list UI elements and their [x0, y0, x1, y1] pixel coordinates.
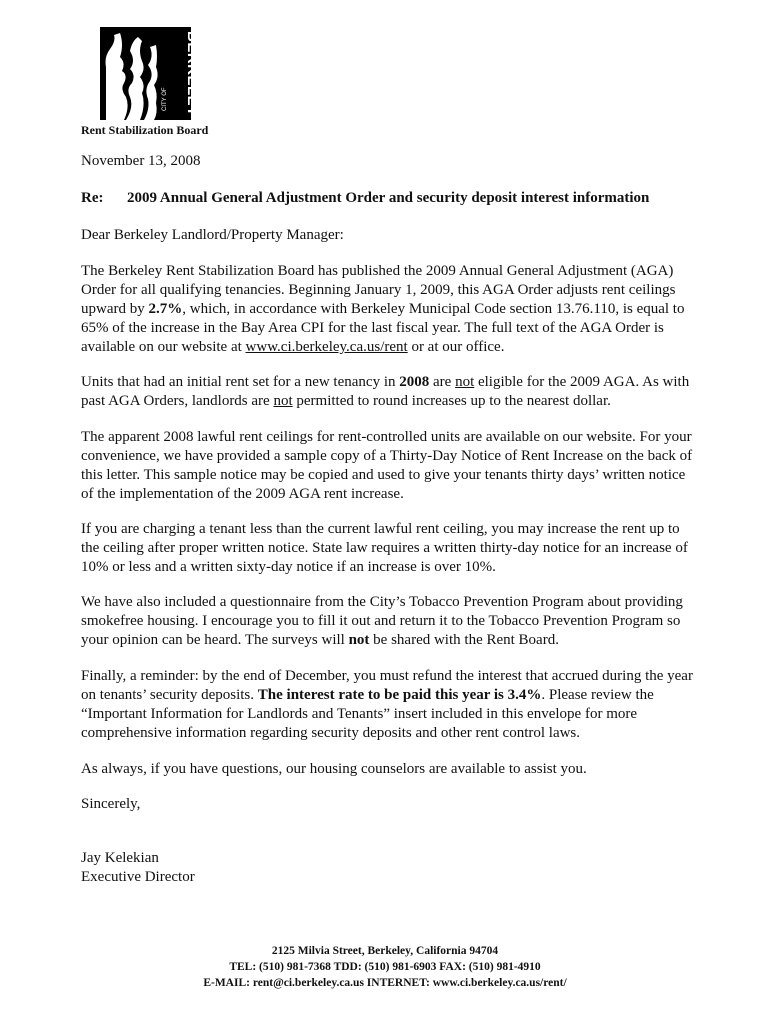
- berkeley-faces-icon: [100, 27, 201, 120]
- footer-phones: TEL: (510) 981-7368 TDD: (510) 981-6903 FAX: (510) 981-4910: [229, 961, 541, 973]
- signatory-title: Executive Director: [81, 869, 195, 885]
- p2-text-c: are: [429, 374, 456, 390]
- paragraph-rent-ceilings: The apparent 2008 lawful rent ceilings for rent-controlled units are available on our website. For your convenience, we have provided a sample copy of a Thirty-Day Notice of Rent Increase on the back of this letter. This sample notice may be copied and used to give your tenants thirty days’ written notice of the implementation of the 2009 AGA rent increase.: [81, 429, 693, 502]
- p2-text-g: permitted to round increases up to the nearest dollar.: [292, 393, 611, 409]
- footer-address: 2125 Milvia Street, Berkeley, California 94704: [271, 945, 499, 957]
- subject-line: [81, 190, 649, 207]
- letterhead-footer: [0, 943, 770, 991]
- paragraph-rent-increase: If you are charging a tenant less than the current lawful rent ceiling, you may increase the rent up to the ceiling after proper written notice. State law requires a written thirty-day notice for an increase of 10% or less and a written sixty-day notice if an increase is over 10%.: [81, 521, 688, 575]
- board-name: Rent Stabilization Board: [81, 123, 209, 137]
- p5-text-c: be shared with the Rent Board.: [369, 632, 559, 648]
- aga-percentage: 2.7%: [148, 301, 183, 317]
- paragraph-tobacco-survey: [81, 593, 701, 650]
- website-link[interactable]: www.ci.berkeley.ca.us/rent: [245, 339, 408, 355]
- subject-label: Re:: [81, 190, 104, 206]
- p2-text-e: eligible for the 2009 AGA. As with past AGA Orders, landlords are: [81, 374, 690, 409]
- p5-text-a: We have also included a questionnaire from the City’s Tobacco Prevention Program about providing smokefree housing. I encourage you to fill it out and return it to the Tobacco Prevention Program so your opinion can be heard. The surveys will: [81, 594, 683, 648]
- paragraph-security-deposit: [81, 667, 701, 743]
- city-of-berkeley-logo: [100, 27, 201, 120]
- paragraph-housing-counselors: As always, if you have questions, our housing counselors are available to assist you.: [81, 761, 587, 777]
- footer-contact: E-MAIL: rent@ci.berkeley.ca.us INTERNET: www.ci.berkeley.ca.us/rent/: [203, 977, 567, 989]
- paragraph-aga-order: [81, 262, 701, 357]
- p1-text-c: , which, in accordance with Berkeley Municipal Code section 13.76.110, is equal to 65% of the increase in the Bay Area CPI for the last fiscal year. The full text of the AGA Order is available on our website at: [81, 301, 685, 355]
- logo-small-text: CITY OF: [162, 87, 168, 111]
- subject-text: 2009 Annual General Adjustment Order and security deposit interest information: [127, 190, 650, 206]
- signatory-name: Jay Kelekian: [81, 850, 159, 866]
- not-underlined-2: not: [273, 393, 293, 409]
- paragraph-eligibility: [81, 373, 701, 411]
- closing: Sincerely,: [81, 796, 141, 812]
- p1-text-d: or at our office.: [407, 339, 505, 355]
- year-2008-bold: 2008: [399, 374, 430, 390]
- salutation: Dear Berkeley Landlord/Property Manager:: [81, 227, 344, 243]
- logo-large-text: BERKELEY: [184, 31, 201, 117]
- not-bold: not: [348, 632, 370, 648]
- interest-rate-bold: The interest rate to be paid this year is 3.4%: [257, 687, 542, 703]
- p6-text-c: . Please review the “Important Information for Landlords and Tenants” insert included in this envelope for more comprehensive information regarding security deposits and other rent control laws.: [81, 687, 654, 741]
- p1-text-a: The Berkeley Rent Stabilization Board has published the 2009 Annual General Adjustment (AGA) Order for all qualifying tenancies. Beginning January 1, 2009, this AGA Order adjusts rent ceilings upward by: [81, 263, 676, 317]
- p6-text-a: Finally, a reminder: by the end of December, you must refund the interest that accrued during the year on tenants’ security deposits.: [81, 668, 693, 703]
- not-underlined-1: not: [455, 374, 475, 390]
- p2-text-a: Units that had an initial rent set for a new tenancy in: [81, 374, 400, 390]
- letter-date: November 13, 2008: [81, 153, 201, 169]
